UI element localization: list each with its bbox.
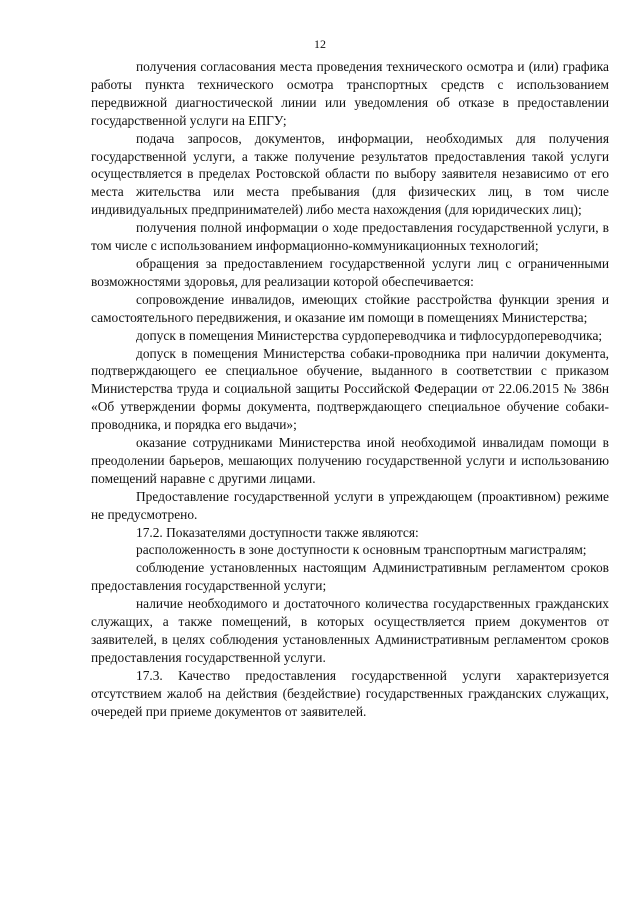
- paragraph-5: сопровождение инвалидов, имеющих стойкие расстройства функции зрения и самостоятельного передвижения, и оказание им помощи в помещениях Министерства;: [91, 291, 609, 325]
- paragraph-6: допуск в помещения Министерства сурдопереводчика и тифлосурдопереводчика;: [136, 327, 603, 343]
- paragraph-9: Предоставление государственной услуги в упреждающем (проактивном) режиме не предусмотрено.: [91, 488, 609, 522]
- paragraph-10: 17.2. Показателями доступности также являются:: [136, 524, 419, 540]
- paragraph-13: наличие необходимого и достаточного количества государственных гражданских служащих, а также помещений, в которых осуществляется прием документов от заявителей, в целях соблюдения установленных Административным регламентом сроков предоставления государственной услуги.: [91, 596, 609, 665]
- paragraph-7: допуск в помещения Министерства собаки-проводника при наличии документа, подтверждающего ее специальное обучение, выданного в соответствии с приказом Министерства труда и социальной защиты Российской Федерации от 22.06.2015 № 386н «Об утверждении формы документа, подтверждающего специальное обучение собаки-проводника, и порядка его выдачи»;: [91, 345, 609, 433]
- paragraph-1: получения согласования места проведения технического осмотра и (или) графика работы пункта технического осмотра транспортных средств с использованием передвижной диагностической линии или уведомления об отказе в предоставлении государственной услуги на ЕПГУ;: [91, 59, 609, 128]
- paragraph-3: получения полной информации о ходе предоставления государственной услуги, в том числе с использованием информационно-коммуникационных технологий;: [91, 220, 609, 254]
- paragraph-4: обращения за предоставлением государственной услуги лиц с ограниченными возможностями здоровья, для реализации которой обеспечивается:: [91, 255, 609, 289]
- paragraph-8: оказание сотрудниками Министерства иной необходимой инвалидам помощи в преодолении барьеров, мешающих получению государственной услуги и использованию помещений наравне с другими лицами.: [91, 435, 609, 486]
- paragraph-11: расположенность в зоне доступности к основным транспортным магистралям;: [136, 542, 587, 558]
- paragraph-14: 17.3. Качество предоставления государственной услуги характеризуется отсутствием жалоб на действия (бездействие) государственных гражданских служащих, очередей при приеме документов от заявителей.: [91, 667, 609, 719]
- paragraph-2: подача запросов, документов, информации, необходимых для получения государственной услуги, а также получение результатов предоставления такой услуги осуществляется в пределах Ростовской области по выбору заявителя независимо от его места жительства или места пребывания (для физических лиц, в том числе индивидуальных предпринимателей) либо места нахождения (для юридических лиц);: [91, 130, 609, 218]
- page-number: 12: [314, 37, 326, 51]
- paragraph-12: соблюдение установленных настоящим Административным регламентом сроков предоставления государственной услуги;: [91, 560, 609, 594]
